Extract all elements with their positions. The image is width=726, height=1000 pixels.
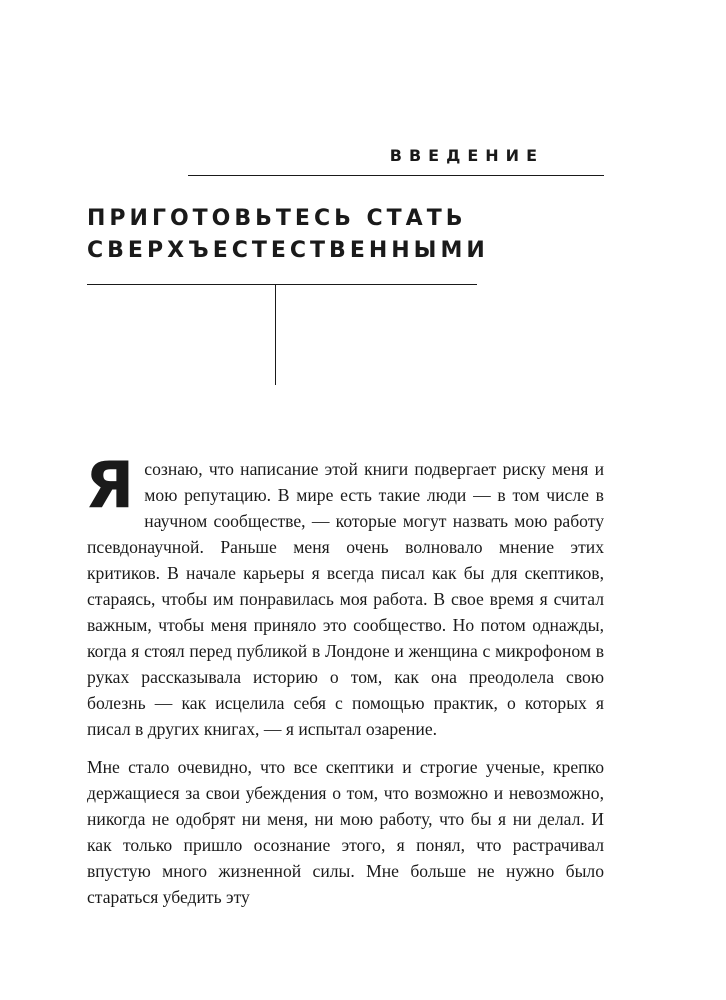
paragraph-1 [85,449,604,742]
chapter-title-line-1: ПРИГОТОВЬТЕСЬ СТАТЬ [87,206,467,231]
title-rule [87,284,477,285]
paragraph-2: Мне стало очевидно, что все скептики и строгие ученые, крепко держащиеся за свои убеждения о том, что возможно и невозможно, никогда не одобрят ни меня, ни мою работу, что бы я ни делал. И как только пришло осознание этого, я понял, что растрачивал впустую много жизненной силы. Мне больше не нужно было стараться убедить эту [87,757,604,907]
chapter-title [87,203,567,267]
top-rule [188,175,604,176]
paragraph-1-text: сознаю, что написание этой книги подвергает риску меня и мою репутацию. В мире есть такие люди — в том числе в научном сообществе, — которые могут назвать мою работу псевдонаучной. Раньше меня очень волновало мнение этих критиков. В начале карьеры я всегда писал как бы для скептиков, стараясь, чтобы им понравилась моя работа. В свое время я считал важным, чтобы меня приняло это сообщество. Но потом однажды, когда я стоял перед публикой в Лондоне и женщина с микрофоном в руках рассказывала историю о том, как она преодолела свою болезнь — как исцелила себя с помощью практик, о которых я писал в других книгах, — я испытал озарение. [87,459,604,739]
vertical-rule [275,285,276,385]
section-label: ВВЕДЕНИЕ [389,146,544,165]
drop-cap: Я [85,449,135,523]
chapter-title-line-2: СВЕРХЪЕСТЕСТВЕННЫМИ [87,238,489,263]
body-text [85,449,604,910]
